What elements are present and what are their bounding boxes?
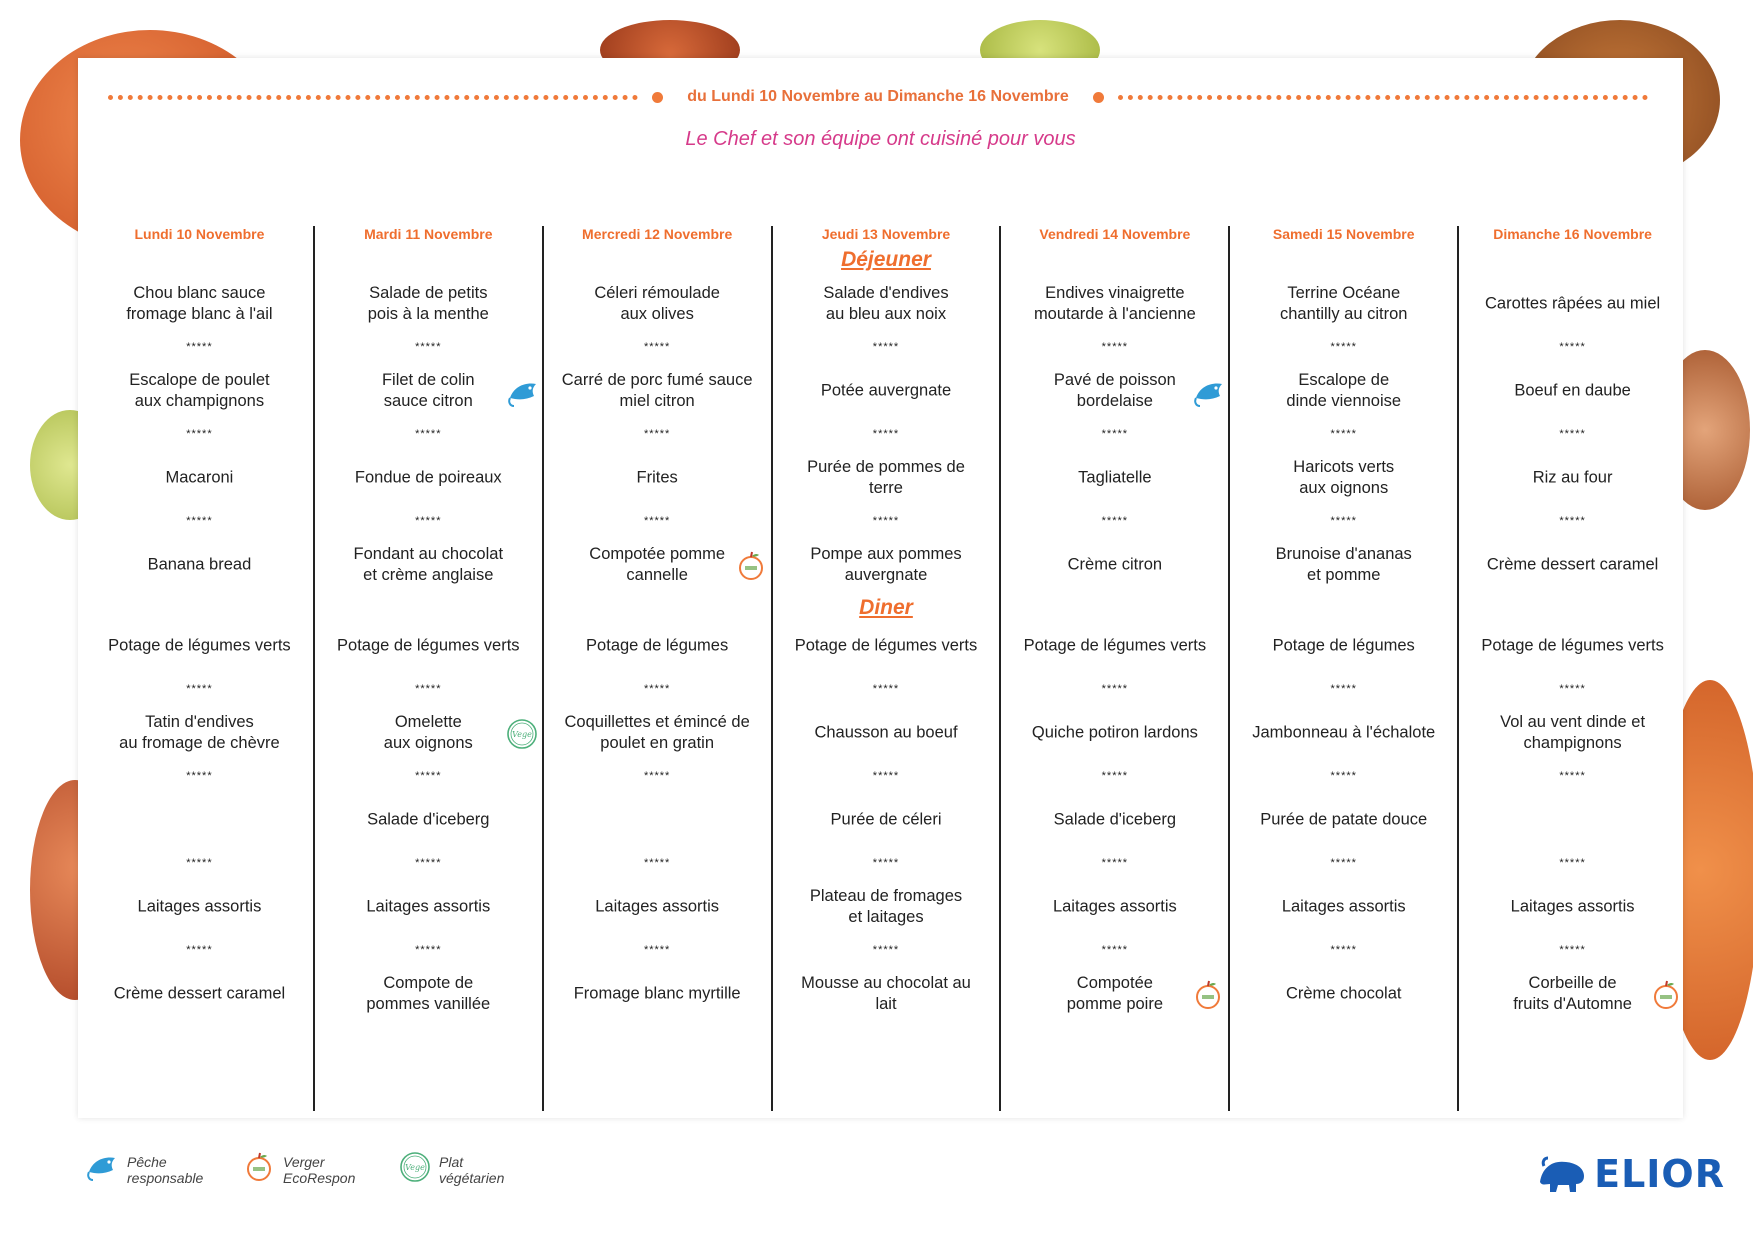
lunch-dish: Haricots verts aux oignons — [1293, 458, 1395, 497]
day-column — [999, 226, 1228, 1111]
dinner-dish: Laitages assortis — [1052, 897, 1177, 916]
separator-stars: ***** — [1101, 944, 1129, 956]
lunch-dish: Frites — [636, 468, 678, 487]
separator-stars: ***** — [1101, 515, 1129, 527]
separator-stars: ***** — [1101, 428, 1129, 440]
day-heading: Dimanche 16 Novembre — [1493, 226, 1652, 242]
apple-icon — [1650, 979, 1680, 1009]
dinner-dish: Crème chocolat — [1285, 984, 1402, 1003]
elior-logo — [1536, 1152, 1725, 1196]
lunch-dish: Fondue de poireaux — [354, 468, 502, 487]
dinner-dish: Potage de légumes — [1272, 636, 1415, 655]
page-subtitle: Le Chef et son équipe ont cuisiné pour vous — [685, 128, 1076, 150]
day-heading: Vendredi 14 Novembre — [1039, 226, 1191, 242]
separator-stars: ***** — [872, 770, 900, 782]
separator-stars: ***** — [1330, 770, 1357, 782]
dinner-dish: Compote de pommes vanillée — [366, 974, 491, 1013]
dinner-dish: Potage de légumes — [586, 636, 729, 655]
lunch-dish: Compotée pomme cannelle — [589, 545, 726, 584]
buffalo-icon — [1536, 1154, 1588, 1194]
dinner-dish: Potage de légumes verts — [337, 636, 520, 655]
fish-icon — [85, 1150, 119, 1189]
lunch-dish: Potée auvergnate — [820, 381, 952, 400]
dinner-dish: Vol au vent dinde et champignons — [1500, 713, 1646, 752]
separator-stars: ***** — [643, 428, 671, 440]
separator-stars: ***** — [1559, 944, 1586, 956]
lunch-dish: Carottes râpées au miel — [1485, 294, 1661, 313]
lunch-label: Déjeuner — [841, 248, 931, 271]
separator-stars: ***** — [1559, 428, 1586, 440]
lunch-dish: Escalope de dinde viennoise — [1286, 371, 1402, 410]
dot-bullet-right — [1093, 92, 1104, 103]
lunch-dish: Salade d'endives au bleu aux noix — [823, 284, 949, 323]
dinner-dish: Laitages assortis — [1510, 897, 1635, 916]
lunch-dish: Céleri rémoulade aux olives — [594, 284, 720, 323]
separator-stars: ***** — [1330, 428, 1357, 440]
legend-item — [85, 1150, 217, 1189]
date-header — [108, 82, 1648, 112]
separator-stars: ***** — [643, 944, 671, 956]
dinner-dish: Jambonneau à l'échalote — [1252, 723, 1436, 742]
separator-stars: ***** — [186, 428, 213, 440]
dinner-dish: Purée de céleri — [830, 810, 942, 829]
apple-icon — [735, 550, 765, 580]
separator-stars: ***** — [872, 428, 900, 440]
day-column — [86, 226, 313, 1111]
lunch-dish: Filet de colin sauce citron — [381, 371, 475, 410]
day-column — [1228, 226, 1457, 1111]
dinner-dish: Purée de patate douce — [1260, 810, 1428, 829]
dinner-dish: Potage de légumes verts — [108, 636, 291, 655]
separator-stars: ***** — [1559, 341, 1586, 353]
separator-stars: ***** — [872, 857, 900, 869]
separator-stars: ***** — [1330, 683, 1357, 695]
separator-stars: ***** — [1101, 770, 1129, 782]
week-columns — [86, 226, 1686, 1111]
dinner-dish: Potage de légumes verts — [1023, 636, 1207, 655]
separator-stars: ***** — [643, 770, 671, 782]
separator-stars: ***** — [186, 944, 213, 956]
dinner-dish: Quiche potiron lardons — [1031, 723, 1198, 742]
legend-label: Plat végétarien — [439, 1153, 505, 1186]
dinner-dish: Potage de légumes verts — [1481, 636, 1664, 655]
separator-stars: ***** — [1330, 857, 1357, 869]
dinner-dish: Omelette aux oignons — [383, 713, 473, 752]
legend-item — [399, 1151, 529, 1188]
separator-stars: ***** — [872, 515, 900, 527]
legend-label: Pêche responsable — [127, 1153, 204, 1186]
dinner-dish: Chausson au boeuf — [814, 723, 958, 742]
day-heading: Samedi 15 Novembre — [1272, 226, 1415, 242]
dinner-dish: Corbeille de fruits d'Automne — [1513, 974, 1632, 1013]
separator-stars: ***** — [415, 515, 442, 527]
apple-icon — [1192, 979, 1222, 1009]
dinner-dish: Laitages assortis — [366, 897, 491, 916]
separator-stars: ***** — [1559, 683, 1586, 695]
lunch-dish: Pavé de poisson bordelaise — [1053, 371, 1176, 410]
separator-stars: ***** — [872, 341, 900, 353]
dinner-dish: Laitages assortis — [137, 897, 262, 916]
fish-icon — [1192, 376, 1222, 406]
dinner-dish: Coquillettes et émincé de poulet en gratin — [564, 713, 750, 752]
separator-stars: ***** — [1559, 515, 1586, 527]
dinner-dish: Crème dessert caramel — [113, 984, 286, 1003]
dot-bullet-left — [652, 92, 663, 103]
day-heading: Mardi 11 Novembre — [364, 226, 493, 242]
separator-stars: ***** — [1101, 683, 1129, 695]
separator-stars: ***** — [415, 857, 442, 869]
separator-stars: ***** — [186, 770, 213, 782]
day-heading: Mercredi 12 Novembre — [582, 226, 733, 242]
separator-stars: ***** — [643, 857, 671, 869]
lunch-dish: Macaroni — [165, 468, 234, 487]
separator-stars: ***** — [415, 770, 442, 782]
legend-item — [243, 1151, 373, 1188]
apple-icon — [243, 1151, 275, 1188]
lunch-dish: Pompe aux pommes auvergnate — [810, 545, 962, 584]
separator-stars: ***** — [1101, 857, 1129, 869]
separator-stars: ***** — [1330, 341, 1357, 353]
dinner-dish: Potage de légumes verts — [794, 636, 978, 655]
dinner-dish: Plateau de fromages et laitages — [809, 887, 963, 926]
separator-stars: ***** — [186, 857, 213, 869]
dotted-line-left — [108, 95, 638, 100]
separator-stars: ***** — [186, 341, 213, 353]
separator-stars: ***** — [1330, 944, 1357, 956]
legend — [85, 1150, 529, 1189]
day-column — [313, 226, 542, 1111]
dinner-dish: Laitages assortis — [1281, 897, 1406, 916]
svg-text:Vege: Vege — [511, 730, 532, 739]
lunch-dish: Tagliatelle — [1078, 468, 1152, 487]
lunch-dish: Fondant au chocolat et crème anglaise — [353, 545, 504, 584]
lunch-dish: Terrine Océane chantilly au citron — [1279, 284, 1408, 323]
lunch-dish: Escalope de poulet aux champignons — [129, 371, 270, 410]
lunch-dish: Brunoise d'ananas et pomme — [1275, 545, 1412, 584]
separator-stars: ***** — [1101, 341, 1129, 353]
vege-icon — [506, 718, 536, 748]
dinner-dish: Fromage blanc myrtille — [573, 984, 741, 1003]
dinner-dish: Salade d'iceberg — [367, 810, 490, 829]
lunch-dish: Endives vinaigrette moutarde à l'ancienne — [1033, 284, 1196, 323]
separator-stars: ***** — [1559, 857, 1586, 869]
lunch-dish: Boeuf en daube — [1514, 381, 1631, 400]
dinner-dish: Compotée pomme poire — [1066, 974, 1164, 1013]
separator-stars: ***** — [415, 944, 442, 956]
lunch-dish: Crème citron — [1067, 555, 1163, 574]
separator-stars: ***** — [186, 515, 213, 527]
dotted-line-right — [1118, 95, 1648, 100]
separator-stars: ***** — [415, 341, 442, 353]
day-column — [771, 226, 1000, 1111]
separator-stars: ***** — [643, 683, 671, 695]
date-range: du Lundi 10 Novembre au Dimanche 16 Novembre — [687, 88, 1069, 105]
day-column — [542, 226, 771, 1111]
dinner-label: Diner — [859, 596, 913, 619]
lunch-dish: Carré de porc fumé sauce miel citron — [561, 371, 753, 410]
logo-text: ELIOR — [1594, 1152, 1725, 1196]
separator-stars: ***** — [415, 428, 442, 440]
separator-stars: ***** — [872, 683, 900, 695]
vege-icon — [399, 1151, 431, 1188]
dinner-dish: Salade d'iceberg — [1053, 810, 1177, 829]
separator-stars: ***** — [643, 515, 671, 527]
lunch-dish: Banana bread — [147, 555, 252, 574]
separator-stars: ***** — [186, 683, 213, 695]
separator-stars: ***** — [643, 341, 671, 353]
menu-card — [78, 58, 1683, 1118]
dinner-dish: Laitages assortis — [595, 897, 720, 916]
lunch-dish: Salade de petits pois à la menthe — [367, 284, 489, 323]
fish-icon — [506, 376, 536, 406]
legend-label: Verger EcoRespon — [283, 1153, 356, 1186]
dinner-dish: Mousse au chocolat au lait — [801, 974, 971, 1013]
separator-stars: ***** — [872, 944, 900, 956]
day-heading: Lundi 10 Novembre — [134, 226, 265, 242]
separator-stars: ***** — [1330, 515, 1357, 527]
lunch-dish: Purée de pommes de terre — [807, 458, 965, 497]
separator-stars: ***** — [1559, 770, 1586, 782]
lunch-dish: Chou blanc sauce fromage blanc à l'ail — [126, 284, 273, 323]
lunch-dish: Riz au four — [1532, 468, 1613, 487]
day-heading: Jeudi 13 Novembre — [821, 226, 951, 242]
svg-text:Vege: Vege — [405, 1163, 425, 1172]
lunch-dish: Crème dessert caramel — [1486, 555, 1659, 574]
separator-stars: ***** — [415, 683, 442, 695]
day-column — [1457, 226, 1686, 1111]
dinner-dish: Tatin d'endives au fromage de chèvre — [119, 713, 280, 752]
